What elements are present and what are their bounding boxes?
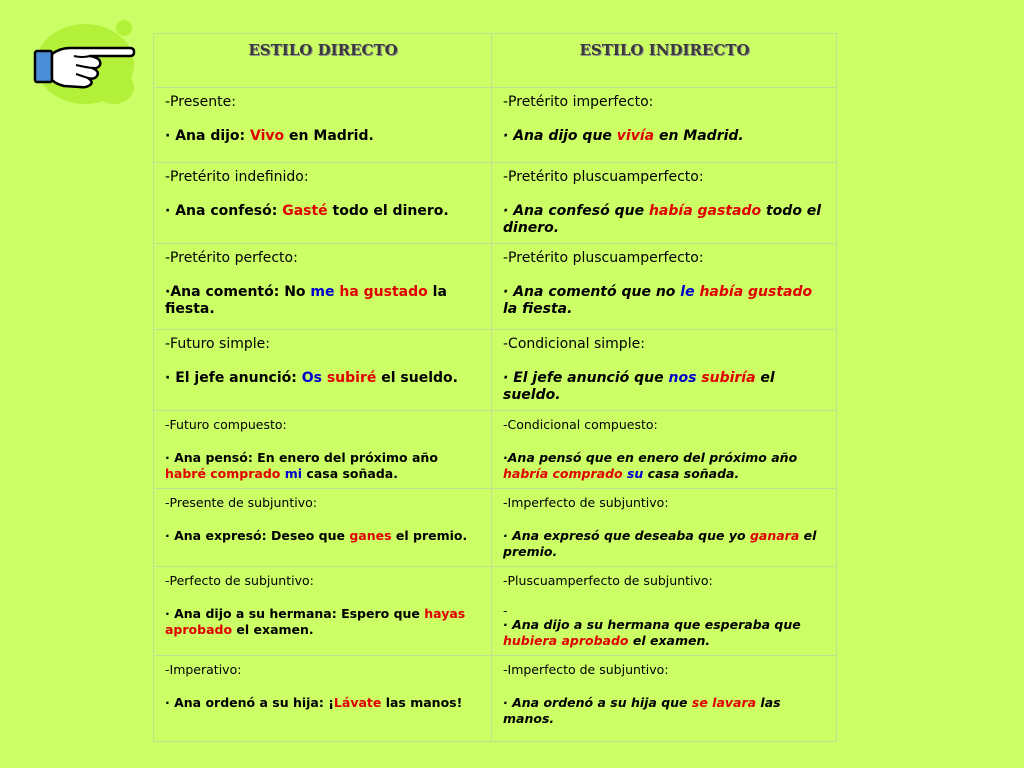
indirect-cell: [492, 163, 837, 244]
example-text: ·Ana comentó: No: [165, 284, 311, 300]
highlight-red: Lávate: [333, 695, 382, 710]
example-text: · Ana confesó:: [165, 203, 283, 219]
dash-marker: -: [503, 603, 508, 618]
example-sentence: [165, 528, 481, 544]
tense-label: -Imperativo:: [165, 662, 242, 677]
pointing-hand-icon: [30, 38, 136, 90]
highlight-red: hayas aprobado: [165, 606, 466, 637]
highlight-red: Gasté: [282, 203, 328, 219]
example-sentence: [503, 284, 826, 318]
highlight-red: Vivo: [250, 128, 285, 144]
highlight-blue: me: [310, 284, 335, 300]
tense-label: -Condicional simple:: [503, 336, 645, 352]
indirect-cell: [492, 411, 837, 489]
tense-label: -Imperfecto de subjuntivo:: [503, 495, 669, 510]
example-text: el premio.: [391, 528, 468, 543]
example-sentence: [165, 450, 481, 482]
example-sentence: [503, 203, 826, 237]
highlight-blue: Os: [301, 370, 322, 386]
tense-label: -Pretérito imperfecto:: [503, 94, 654, 110]
tense-label: -Pretérito perfecto:: [165, 250, 298, 266]
example-sentence: [503, 617, 826, 649]
highlight-red: vivía: [616, 128, 655, 144]
example-text: · Ana expresó: Deseo que: [165, 528, 350, 543]
tense-label: -Presente de subjuntivo:: [165, 495, 317, 510]
tense-label: -Imperfecto de subjuntivo:: [503, 662, 669, 677]
tense-label: -Futuro simple:: [165, 336, 270, 352]
example-text: · Ana confesó que: [503, 203, 649, 219]
example-text: · Ana ordenó a su hija que: [503, 695, 692, 710]
tense-label: -Condicional compuesto:: [503, 417, 658, 432]
header-direct: ESTILO DIRECTO: [154, 34, 492, 88]
example-text: las manos!: [381, 695, 463, 710]
highlight-blue: su: [626, 466, 644, 481]
example-sentence: [165, 284, 481, 318]
direct-cell: [154, 163, 492, 244]
indirect-cell: [492, 244, 837, 330]
highlight-red: ha gustado: [339, 284, 428, 300]
tense-label: -Pluscuamperfecto de subjuntivo:: [503, 573, 713, 588]
tense-label: -Futuro compuesto:: [165, 417, 287, 432]
indirect-cell: [492, 656, 837, 742]
example-text: el premio.: [503, 528, 817, 559]
example-text: · Ana dijo a su hermana: Espero que: [165, 606, 425, 621]
table-row: [154, 411, 837, 489]
example-text: · Ana comentó que no: [503, 284, 681, 300]
example-text: la fiesta.: [165, 284, 447, 317]
example-text: casa soñada.: [302, 466, 398, 481]
example-text: en Madrid.: [284, 128, 374, 144]
direct-cell: [154, 567, 492, 656]
highlight-red: ganara: [749, 528, 800, 543]
table-row: [154, 489, 837, 567]
example-sentence: [165, 606, 481, 638]
highlight-red: hubiera aprobado: [503, 633, 629, 648]
example-text: · Ana dijo que: [503, 128, 617, 144]
example-sentence: [503, 370, 826, 404]
indirect-cell: [492, 88, 837, 163]
example-text: el sueldo.: [376, 370, 458, 386]
header-indirect: ESTILO INDIRECTO: [492, 34, 837, 88]
example-text: el sueldo.: [503, 370, 775, 403]
example-sentence: [165, 695, 481, 711]
highlight-red: habré comprado: [165, 466, 281, 481]
direct-cell: [154, 411, 492, 489]
example-text: · El jefe anunció que: [503, 370, 669, 386]
direct-cell: [154, 88, 492, 163]
example-sentence: [503, 450, 826, 482]
example-text: · Ana expresó que deseaba que yo: [503, 528, 750, 543]
tense-label: -Pretérito indefinido:: [165, 169, 309, 185]
highlight-red: subiría: [701, 370, 756, 386]
table-row: [154, 330, 837, 411]
table-row: [154, 656, 837, 742]
decorative-blob: [116, 20, 132, 36]
indirect-cell: [492, 330, 837, 411]
highlight-red: habría comprado: [503, 466, 623, 481]
example-text: la fiesta.: [503, 301, 573, 317]
highlight-blue: nos: [668, 370, 697, 386]
example-text: el examen.: [628, 633, 711, 648]
direct-cell: [154, 244, 492, 330]
tense-label: -Pretérito pluscuamperfecto:: [503, 169, 704, 185]
highlight-red: subiré: [326, 370, 377, 386]
direct-cell: [154, 489, 492, 567]
tense-label: -Pretérito pluscuamperfecto:: [503, 250, 704, 266]
example-text: · Ana dijo a su hermana que esperaba que: [503, 617, 801, 632]
example-text: · Ana dijo:: [165, 128, 251, 144]
direct-cell: [154, 656, 492, 742]
table-row: [154, 88, 837, 163]
example-text: casa soñada.: [643, 466, 740, 481]
example-sentence: [503, 695, 826, 727]
example-sentence: [503, 128, 826, 145]
example-text: en Madrid.: [654, 128, 744, 144]
highlight-blue: mi: [284, 466, 303, 481]
table-header-row: [154, 34, 837, 88]
table-row: [154, 244, 837, 330]
example-text: ·Ana pensó que en enero del próximo año: [503, 450, 798, 465]
example-text: todo el dinero.: [327, 203, 449, 219]
example-sentence: [165, 203, 481, 220]
highlight-red: había gustado: [699, 284, 813, 300]
example-text: · Ana pensó: En enero del próximo año: [165, 450, 438, 465]
direct-cell: [154, 330, 492, 411]
highlight-red: se lavara: [691, 695, 757, 710]
tense-label: -Presente:: [165, 94, 236, 110]
highlight-red: ganes: [349, 528, 392, 543]
example-sentence: [165, 128, 481, 145]
example-sentence: [165, 370, 481, 387]
example-text: las manos.: [503, 695, 781, 726]
example-text: todo el dinero.: [503, 203, 822, 236]
highlight-red: había gastado: [648, 203, 762, 219]
example-text: · Ana ordenó a su hija: ¡: [165, 695, 334, 710]
indirect-cell: [492, 567, 837, 656]
example-text: · El jefe anunció:: [165, 370, 302, 386]
highlight-blue: le: [680, 284, 695, 300]
grammar-table: [153, 33, 837, 742]
table-row: [154, 567, 837, 656]
example-text: el examen.: [232, 622, 314, 637]
table-row: [154, 163, 837, 244]
indirect-cell: [492, 489, 837, 567]
example-sentence: [503, 528, 826, 560]
tense-label: -Perfecto de subjuntivo:: [165, 573, 314, 588]
